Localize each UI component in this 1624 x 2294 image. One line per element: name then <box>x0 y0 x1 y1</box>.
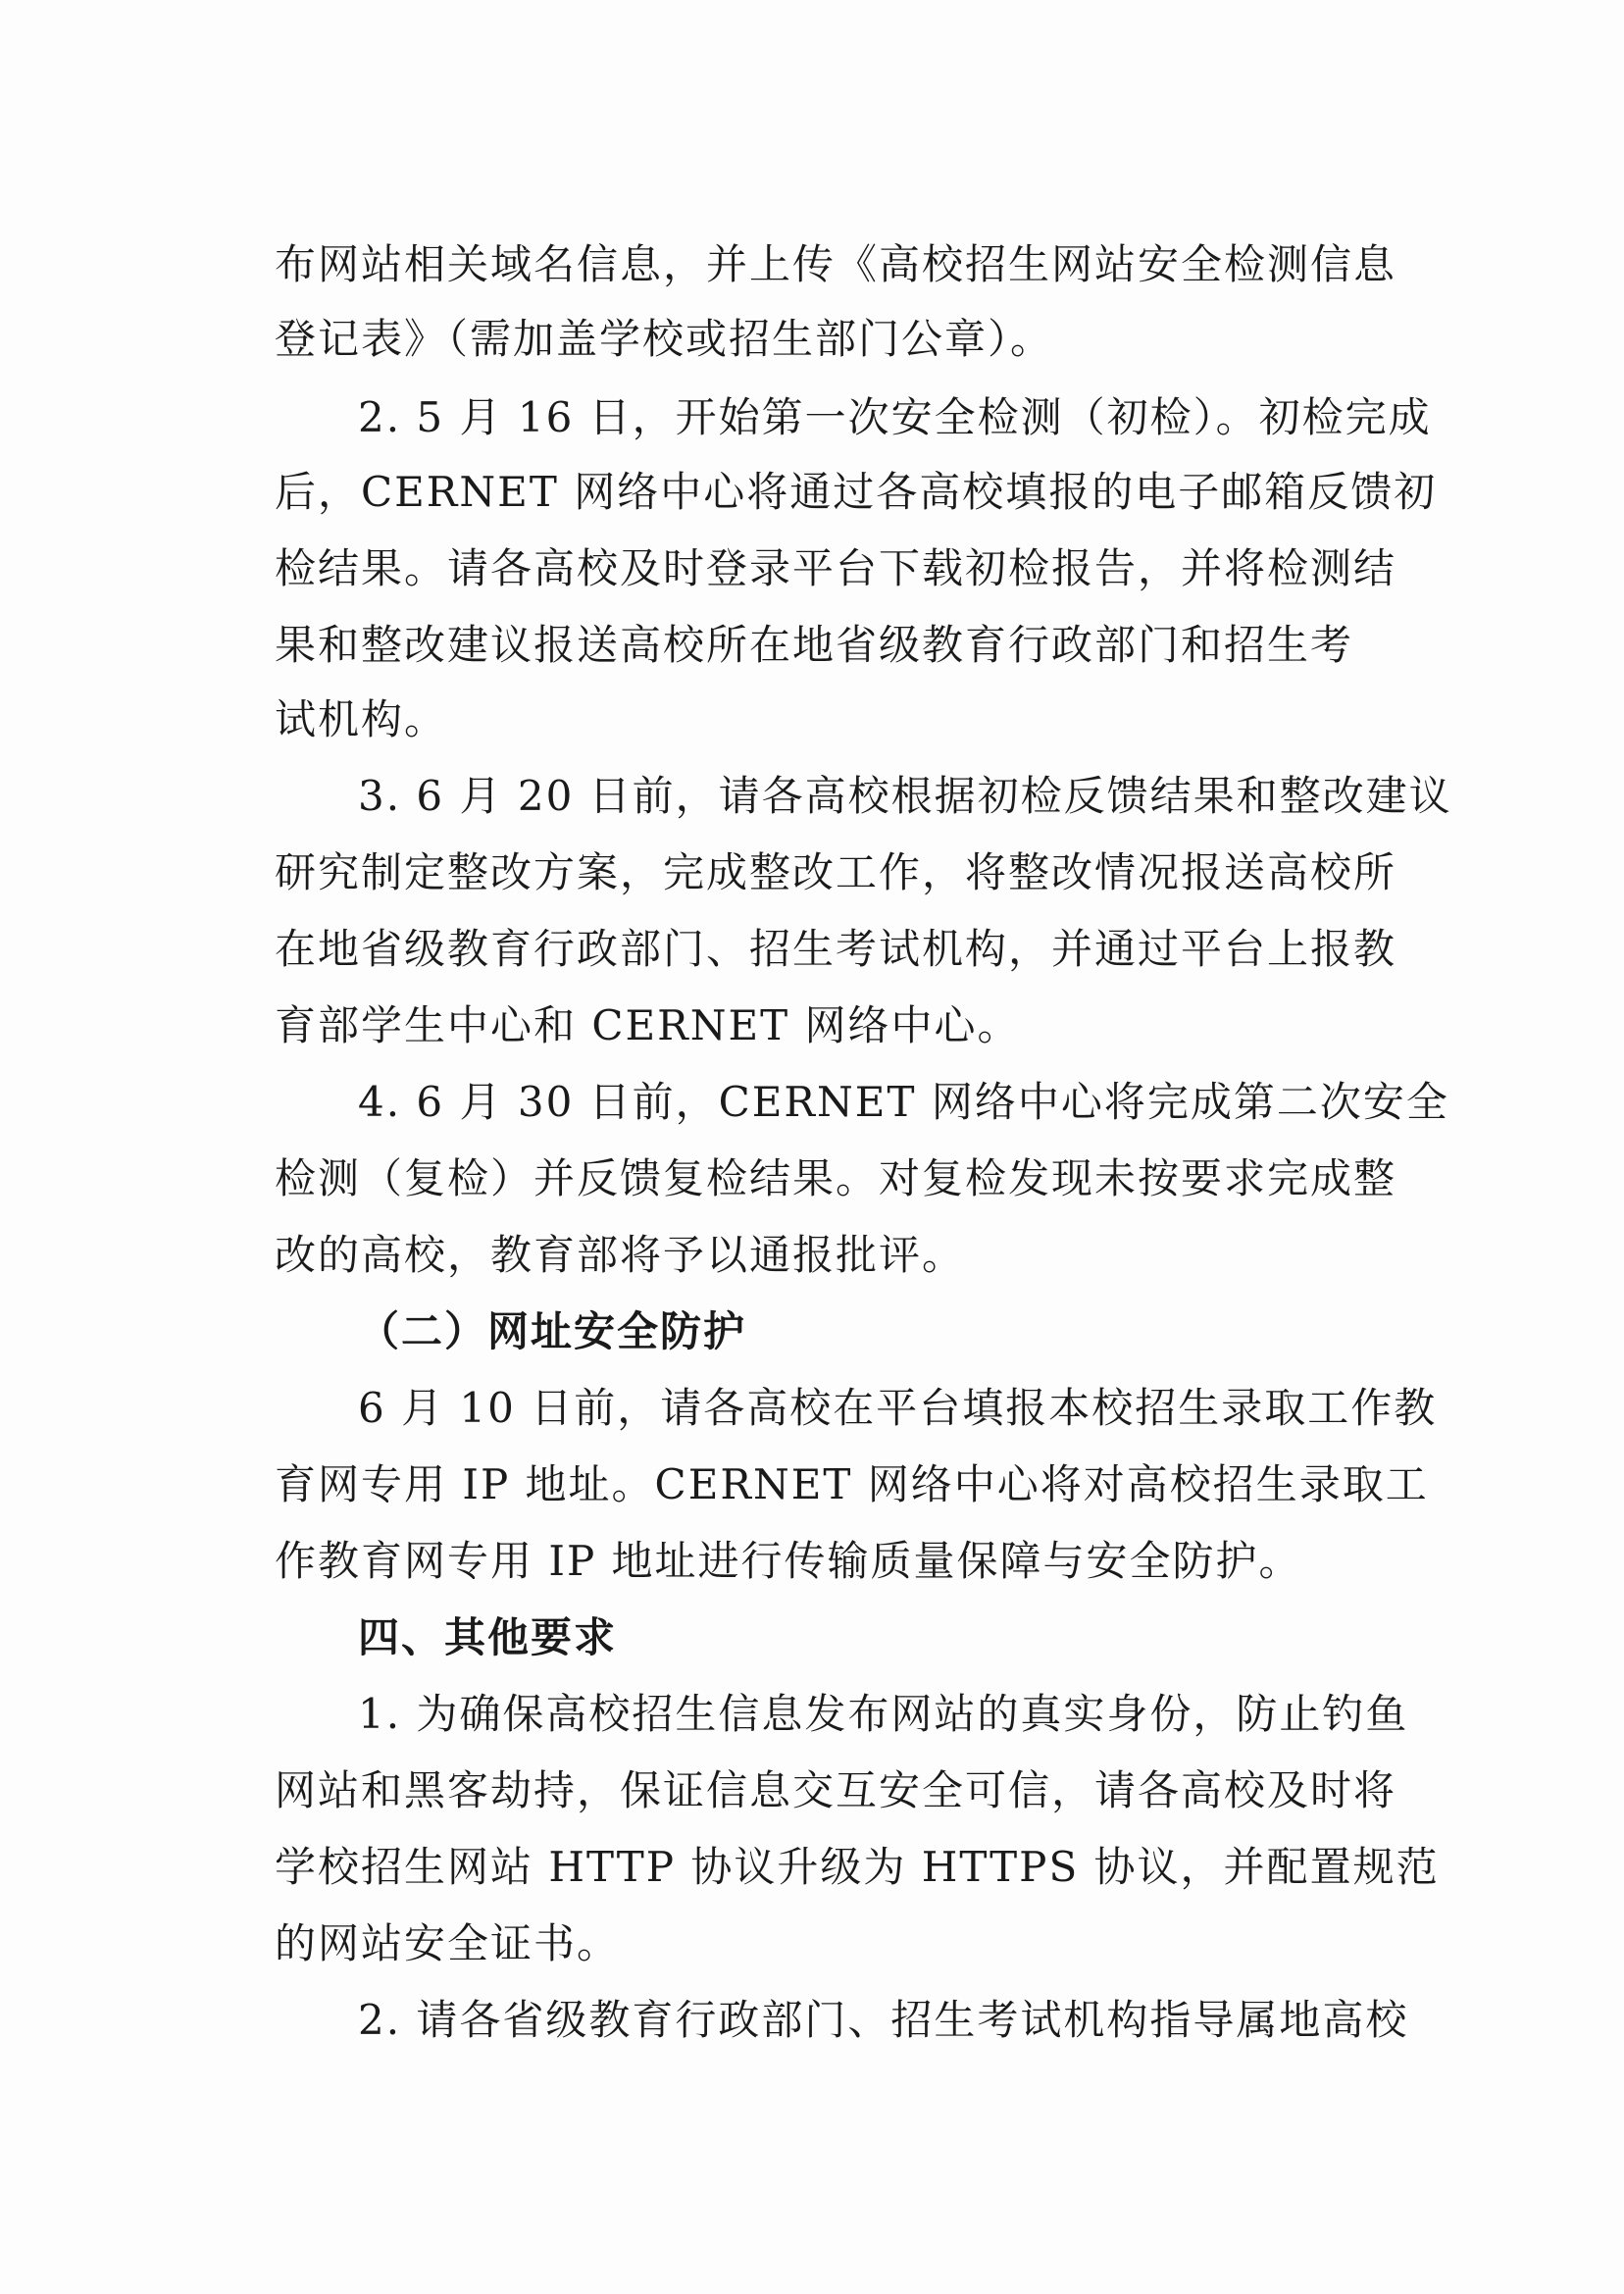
body-text-line: 学校招生网站 HTTP 协议升级为 HTTPS 协议，并配置规范 <box>275 1843 1440 1891</box>
body-text-line: 研究制定整改方案，完成整改工作，将整改情况报送高校所 <box>275 848 1397 896</box>
body-text-line: 试机构。 <box>275 695 448 743</box>
body-text-line: 的网站安全证书。 <box>275 1919 621 1967</box>
body-text-line: 布网站相关域名信息，并上传《高校招生网站安全检测信息 <box>275 240 1397 288</box>
body-text-line: 在地省级教育行政部门、招生考试机构，并通过平台上报教 <box>275 925 1397 973</box>
body-text-line: 3. 6 月 20 日前，请各高校根据初检反馈结果和整改建议 <box>358 772 1452 820</box>
section-heading: 四、其他要求 <box>358 1613 618 1661</box>
body-text-line: 育部学生中心和 CERNET 网络中心。 <box>275 1001 1021 1049</box>
body-text-line: 6 月 10 日前，请各高校在平台填报本校招生录取工作教 <box>358 1384 1438 1432</box>
body-text-line: 改的高校，教育部将予以通报批评。 <box>275 1231 966 1279</box>
body-text-line: 1. 为确保高校招生信息发布网站的真实身份，防止钓鱼 <box>358 1690 1409 1738</box>
body-text-line: 果和整改建议报送高校所在地省级教育行政部门和招生考 <box>275 621 1354 669</box>
body-text-line: 2. 请各省级教育行政部门、招生考试机构指导属地高校 <box>358 1996 1409 2044</box>
body-text-line: 4. 6 月 30 日前，CERNET 网络中心将完成第二次安全 <box>358 1078 1449 1126</box>
body-text-line: 检测（复检）并反馈复检结果。对复检发现未按要求完成整 <box>275 1154 1397 1202</box>
body-text-line: 育网专用 IP 地址。CERNET 网络中心将对高校招生录取工 <box>275 1460 1429 1508</box>
body-text-line: 网站和黑客劫持，保证信息交互安全可信，请各高校及时将 <box>275 1766 1397 1814</box>
body-text-line: 后，CERNET 网络中心将通过各高校填报的电子邮箱反馈初 <box>275 468 1438 516</box>
section-heading: （二）网址安全防护 <box>358 1307 747 1355</box>
body-text-line: 2. 5 月 16 日，开始第一次安全检测（初检）。初检完成 <box>358 393 1432 441</box>
body-text-line: 登记表》（需加盖学校或招生部门公章）。 <box>275 315 1054 363</box>
body-text-line: 作教育网专用 IP 地址进行传输质量保障与安全防护。 <box>275 1537 1302 1585</box>
body-text-line: 检结果。请各高校及时登录平台下载初检报告，并将检测结 <box>275 544 1397 592</box>
